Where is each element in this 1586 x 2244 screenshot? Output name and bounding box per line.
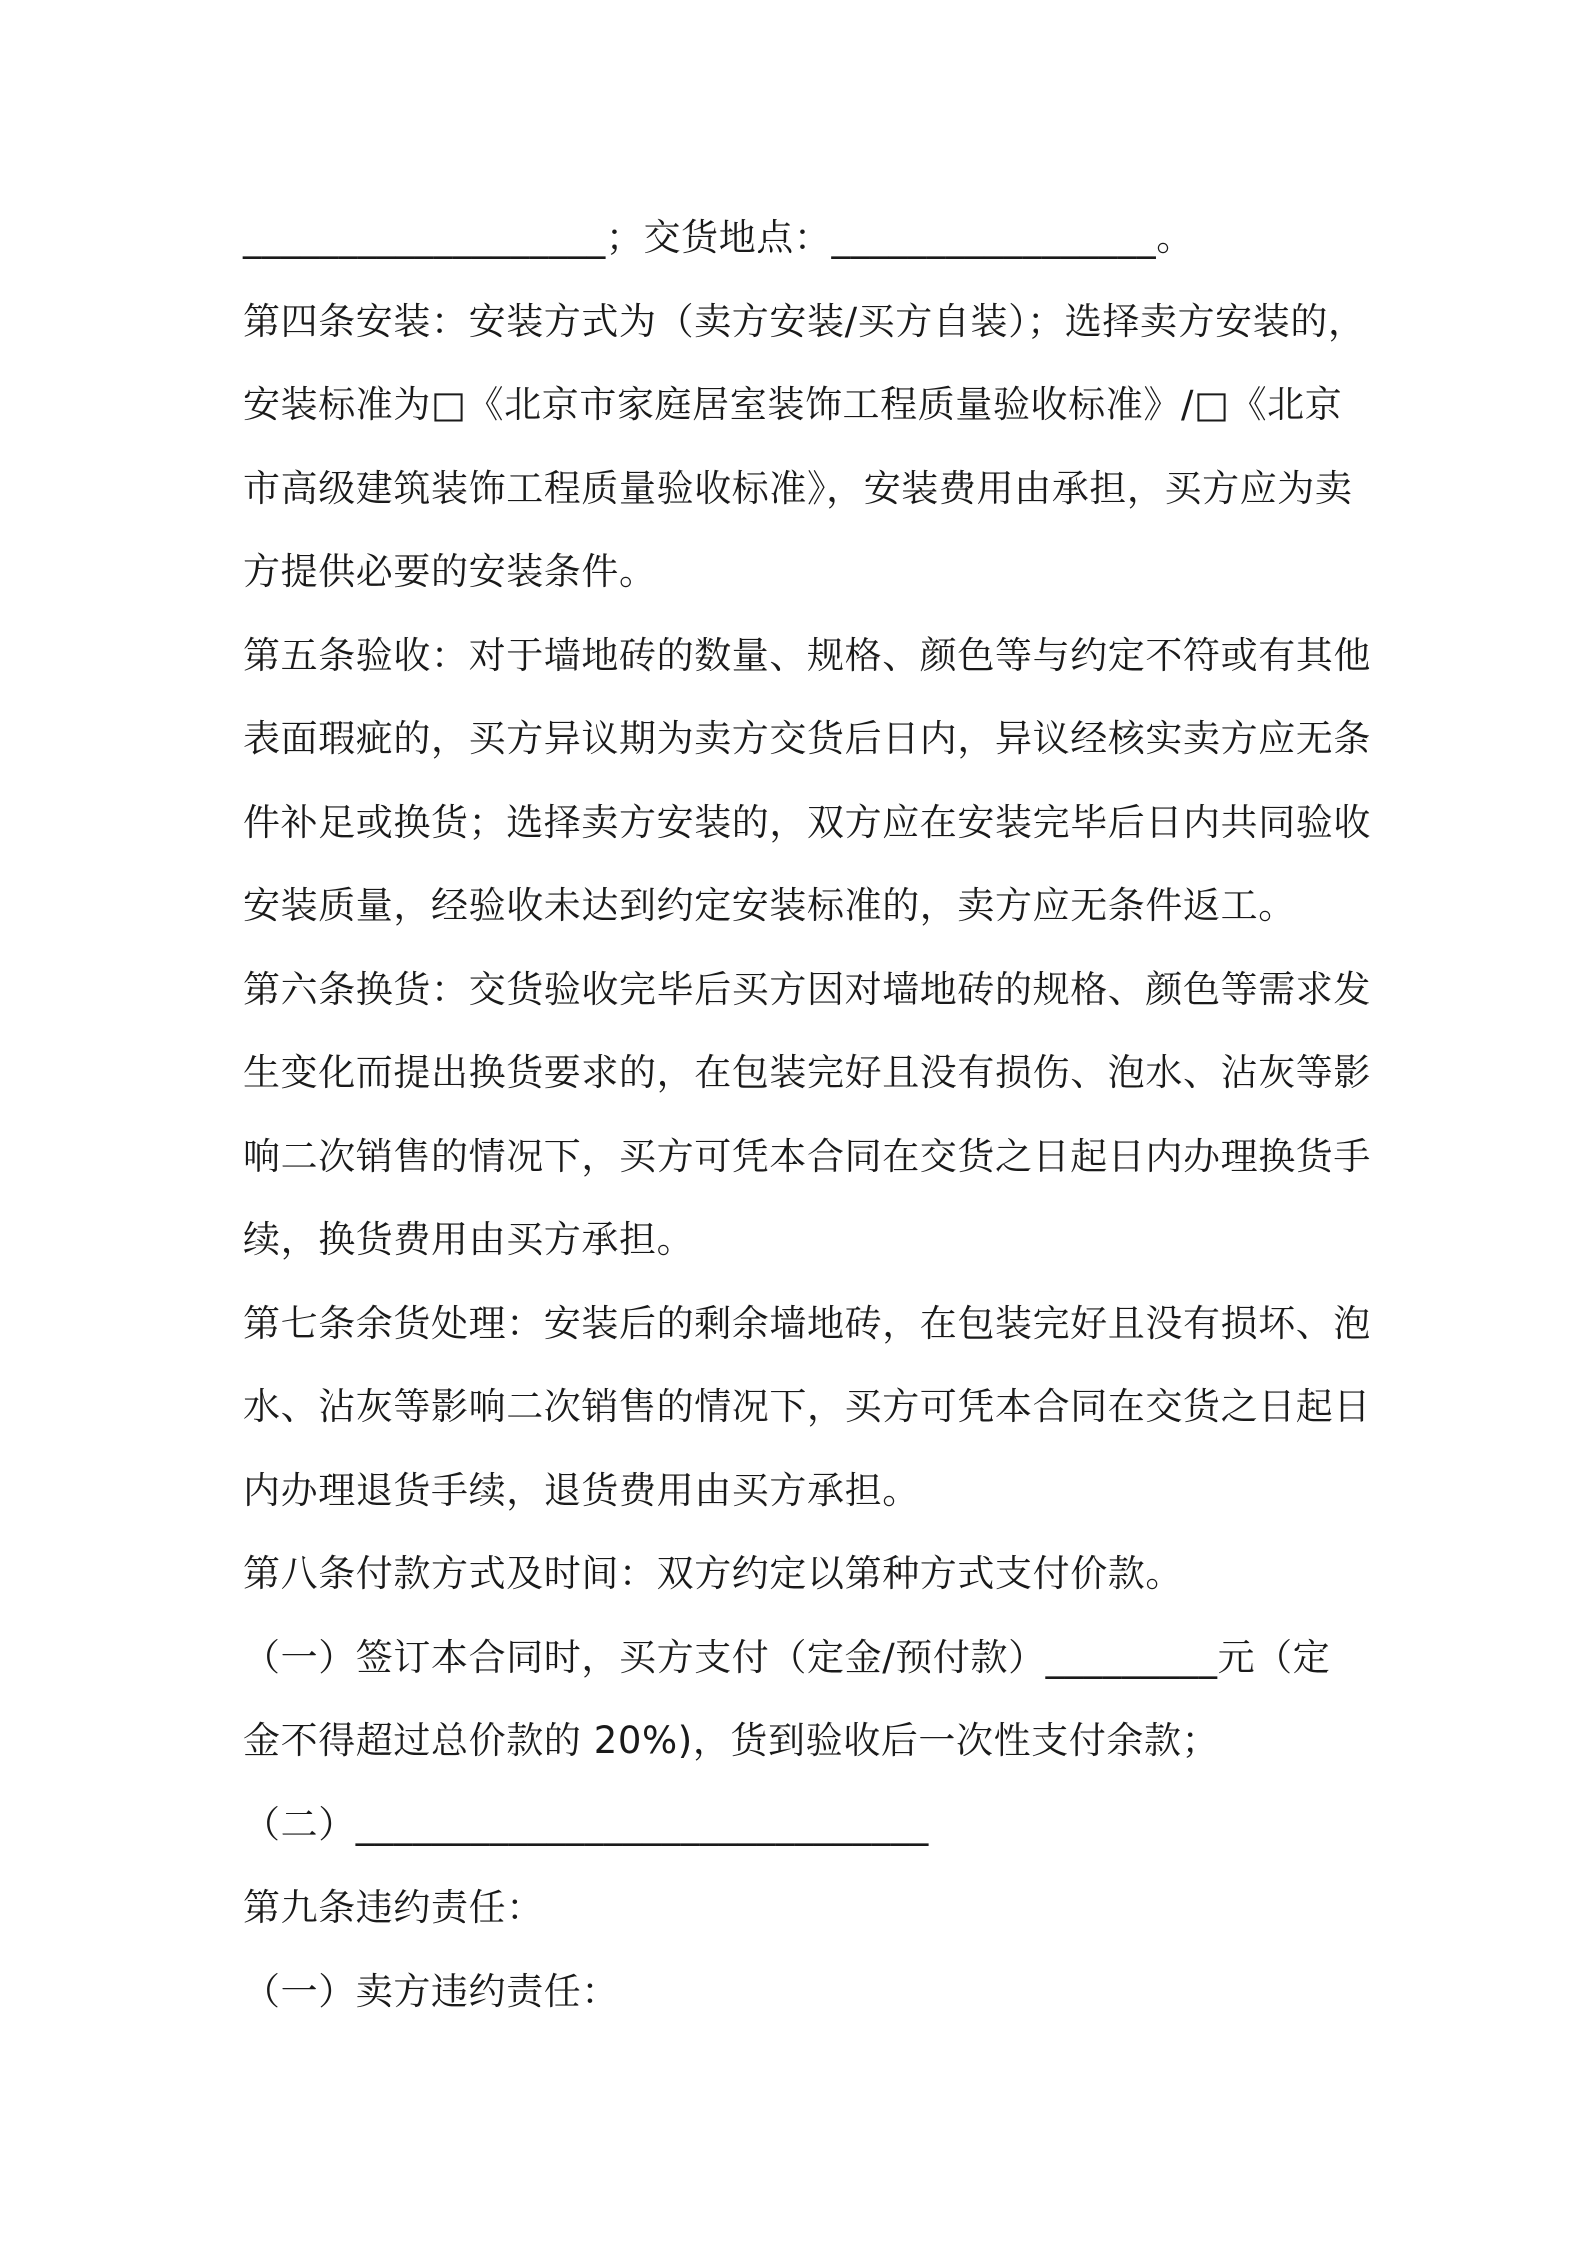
- text-line: 安装标准为□《北京市家庭居室装饰工程质量验收标准》/□《北京: [243, 383, 1343, 426]
- text-line: 市高级建筑装饰工程质量验收标准》，安装费用由承担，买方应为卖: [243, 466, 1353, 510]
- text-line: 第九条违约责任：: [243, 1886, 544, 1929]
- text-line: 金不得超过总价款的 20%)，货到验收后一次性支付余款；: [243, 1719, 1220, 1762]
- text-line: （一）卖方违约责任：: [243, 1969, 619, 2013]
- text-line: 响二次销售的情况下，买方可凭本合同在交货之日起日内办理换货手: [243, 1134, 1371, 1178]
- text-line: 件补足或换货；选择卖方安装的，双方应在安装完毕后日内共同验收: [243, 800, 1371, 844]
- text-line: 第六条换货：交货验收完毕后买方因对墙地砖的规格、颜色等需求发: [243, 967, 1371, 1011]
- text-line: 第七条余货处理：安装后的剩余墙地砖，在包装完好且没有损坏、泡: [243, 1301, 1371, 1345]
- text-line: 第四条安装：安装方式为（卖方安装/买方自装）；选择卖方安装的，: [243, 299, 1366, 343]
- text-line: 续，换货费用由买方承担。: [243, 1218, 695, 1261]
- text-line: 表面瑕疵的，买方异议期为卖方交货后日内，异议经核实卖方应无条: [243, 717, 1371, 760]
- text-line: ___________________；交货地点：_________________。: [243, 216, 1194, 259]
- text-line: 水、沾灰等影响二次销售的情况下，买方可凭本合同在交货之日起日: [243, 1385, 1371, 1428]
- text-line: 内办理退货手续，退货费用由买方承担。: [243, 1468, 920, 1512]
- text-line: 生变化而提出换货要求的，在包装完好且没有损伤、泡水、沾灰等影: [243, 1051, 1371, 1094]
- text-line: 第五条验收：对于墙地砖的数量、规格、颜色等与约定不符或有其他: [243, 633, 1371, 677]
- text-line: 安装质量，经验收未达到约定安装标准的，卖方应无条件返工。: [243, 884, 1296, 927]
- contract-body: [243, 196, 1371, 2033]
- text-line: 第八条付款方式及时间：双方约定以第种方式支付价款。: [243, 1552, 1183, 1595]
- text-line: 方提供必要的安装条件。: [243, 550, 657, 593]
- text-line: （一）签订本合同时，买方支付（定金/预付款）_________元（定: [243, 1635, 1331, 1679]
- text-line: （二）______________________________: [243, 1802, 929, 1846]
